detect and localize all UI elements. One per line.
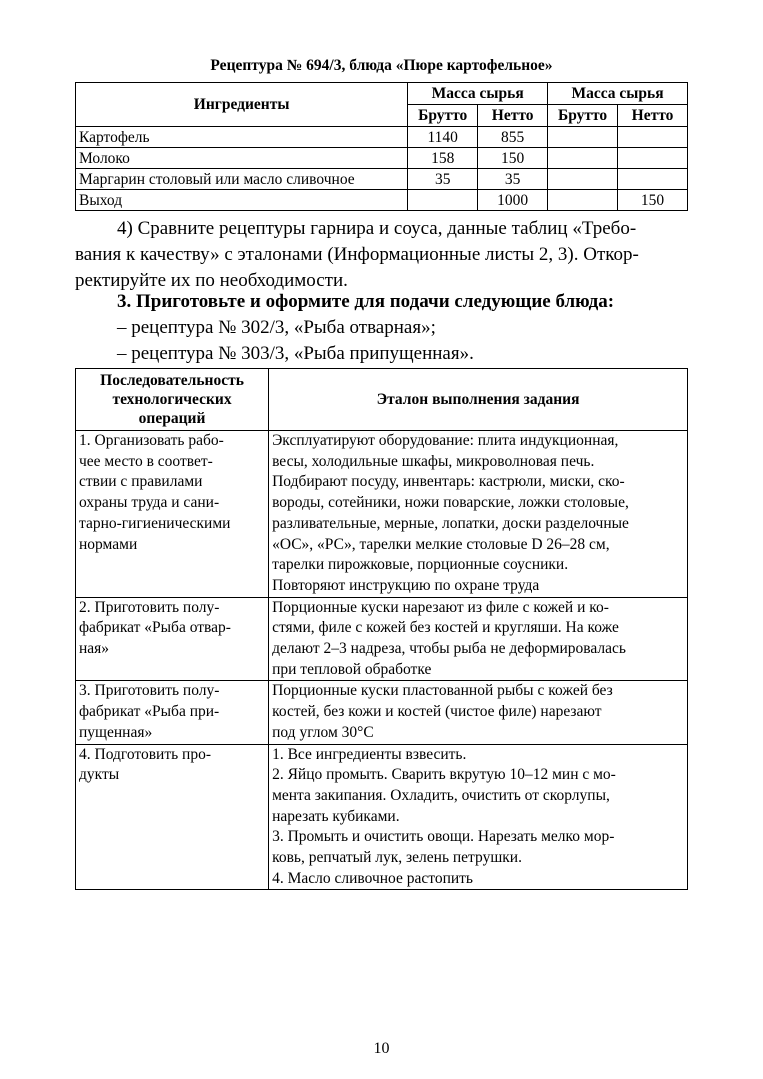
- brutto-value-2: [548, 169, 618, 190]
- brutto-value: 35: [408, 169, 478, 190]
- task-item: – рецептура № 303/3, «Рыба припущенная».: [117, 343, 474, 364]
- header-operations: [76, 369, 269, 431]
- cell-line: 4. Подготовить про-: [79, 745, 212, 763]
- operation-cell: [76, 431, 269, 598]
- cell-line: мента закипания. Охладить, очистить от скорлупы,: [272, 786, 610, 804]
- paragraph-compare-recipes: [75, 216, 688, 294]
- cell-line: охраны труда и сани-: [79, 494, 220, 512]
- cell-line: ковь, репчатый лук, зелень петрушки.: [272, 849, 522, 867]
- netto-value: 35: [478, 169, 548, 190]
- cell-line: при тепловой обработке: [272, 660, 432, 678]
- recipe-title: Рецептура № 694/3, блюда «Пюре картофельное»: [210, 57, 553, 74]
- cell-line: ная»: [79, 640, 110, 658]
- netto-value-2: [618, 127, 688, 148]
- paragraph-line: 4) Сравните рецептуры гарнира и соуса, данные таблиц «Требо-: [117, 218, 637, 239]
- brutto-value: 158: [408, 148, 478, 169]
- cell-line: Эксплуатируют оборудование: плита индукционная,: [272, 432, 619, 449]
- ingredient-name: Маргарин столовый или масло сливочное: [76, 169, 408, 190]
- brutto-value: 1140: [408, 127, 478, 148]
- netto-value-2: 150: [618, 190, 688, 211]
- cell-line: 2. Яйцо промыть. Сварить вкрутую 10–12 мин с мо-: [272, 766, 616, 784]
- table-row: [76, 744, 688, 890]
- operation-cell: [76, 597, 269, 681]
- page-number: 10: [373, 1040, 390, 1057]
- recipe-table: [75, 82, 688, 211]
- ingredient-name: Молоко: [76, 148, 408, 169]
- cell-line: вороды, сотейники, ножи поварские, ложки столовые,: [272, 494, 629, 512]
- cell-line: ствии с правилами: [79, 473, 203, 491]
- brutto-value-2: [548, 148, 618, 169]
- header-mass-2: Масса сырья: [548, 83, 688, 105]
- brutto-value-2: [548, 127, 618, 148]
- table-row: [76, 597, 688, 681]
- task-section: [75, 289, 688, 367]
- cell-line: фабрикат «Рыба отвар-: [79, 619, 231, 637]
- subheader-netto-1: Нетто: [478, 105, 548, 127]
- cell-line: нормами: [79, 535, 138, 553]
- header-mass-1: Масса сырья: [408, 83, 548, 105]
- brutto-value: [408, 190, 478, 211]
- cell-line: делают 2–3 надреза, чтобы рыба не деформировалась: [272, 640, 626, 658]
- header-standard: Эталон выполнения задания: [269, 369, 688, 431]
- header-ingredients: Ингредиенты: [76, 83, 408, 127]
- cell-line: Порционные куски пластованной рыбы с кожей без: [272, 682, 613, 700]
- header-line: технологических: [112, 391, 232, 408]
- technology-table: [75, 368, 688, 890]
- cell-line: 1. Все ингредиенты взвесить.: [272, 745, 467, 763]
- netto-value-2: [618, 148, 688, 169]
- cell-line: стями, филе с кожей без костей и кругляши. На коже: [272, 619, 619, 637]
- cell-line: нарезать кубиками.: [272, 807, 400, 825]
- cell-line: дукты: [79, 766, 120, 784]
- cell-line: пущенная»: [79, 723, 153, 741]
- paragraph-line: вания к качеству» с эталонами (Информационные листы 2, 3). Откор-: [75, 244, 639, 265]
- cell-line: весы, холодильные шкафы, микроволновая печь.: [272, 452, 595, 470]
- netto-value: 1000: [478, 190, 548, 211]
- standard-cell: [269, 681, 688, 744]
- table-row: [76, 127, 688, 148]
- netto-value: 855: [478, 127, 548, 148]
- header-line: Последовательность: [100, 372, 244, 389]
- subheader-netto-2: Нетто: [618, 105, 688, 127]
- ingredient-name: Картофель: [76, 127, 408, 148]
- operation-cell: [76, 681, 269, 744]
- cell-line: фабрикат «Рыба при-: [79, 703, 220, 721]
- cell-line: костей, без кожи и костей (чистое филе) нарезают: [272, 703, 602, 721]
- subheader-brutto-2: Брутто: [548, 105, 618, 127]
- table-row: [76, 169, 688, 190]
- standard-cell: [269, 597, 688, 681]
- ingredient-name: Выход: [76, 190, 408, 211]
- cell-line: Подбирают посуду, инвентарь: кастрюли, миски, ско-: [272, 473, 625, 491]
- paragraph-line: ректируйте их по необходимости.: [75, 270, 348, 291]
- cell-line: 3. Промыть и очистить овощи. Нарезать мелко мор-: [272, 828, 615, 846]
- operation-cell: [76, 744, 269, 890]
- table-row: [76, 148, 688, 169]
- cell-line: чее место в соответ-: [79, 452, 213, 470]
- cell-line: под углом 30°С: [272, 723, 374, 741]
- header-line: операций: [138, 410, 206, 427]
- brutto-value-2: [548, 190, 618, 211]
- table-row: [76, 190, 688, 211]
- cell-line: Повторяют инструкцию по охране труда: [272, 576, 540, 594]
- cell-line: 3. Приготовить полу-: [79, 682, 220, 700]
- table-row: [76, 681, 688, 744]
- standard-cell: [269, 431, 688, 598]
- table-row: [76, 431, 688, 598]
- cell-line: 1. Организовать рабо-: [79, 432, 224, 449]
- cell-line: разливательные, мерные, лопатки, доски разделочные: [272, 514, 629, 532]
- netto-value: 150: [478, 148, 548, 169]
- cell-line: тарно-гигиеническими: [79, 514, 231, 532]
- subheader-brutto-1: Брутто: [408, 105, 478, 127]
- task-item: – рецептура № 302/3, «Рыба отварная»;: [117, 317, 436, 338]
- cell-line: 2. Приготовить полу-: [79, 598, 220, 616]
- task-heading: 3. Приготовьте и оформите для подачи следующие блюда:: [117, 291, 615, 312]
- cell-line: Порционные куски нарезают из филе с кожей и ко-: [272, 598, 609, 616]
- cell-line: «ОС», «РС», тарелки мелкие столовые D 26–28 см,: [272, 535, 610, 553]
- netto-value-2: [618, 169, 688, 190]
- standard-cell: [269, 744, 688, 890]
- cell-line: тарелки пирожковые, порционные соусники.: [272, 556, 569, 574]
- cell-line: 4. Масло сливочное растопить: [272, 869, 473, 887]
